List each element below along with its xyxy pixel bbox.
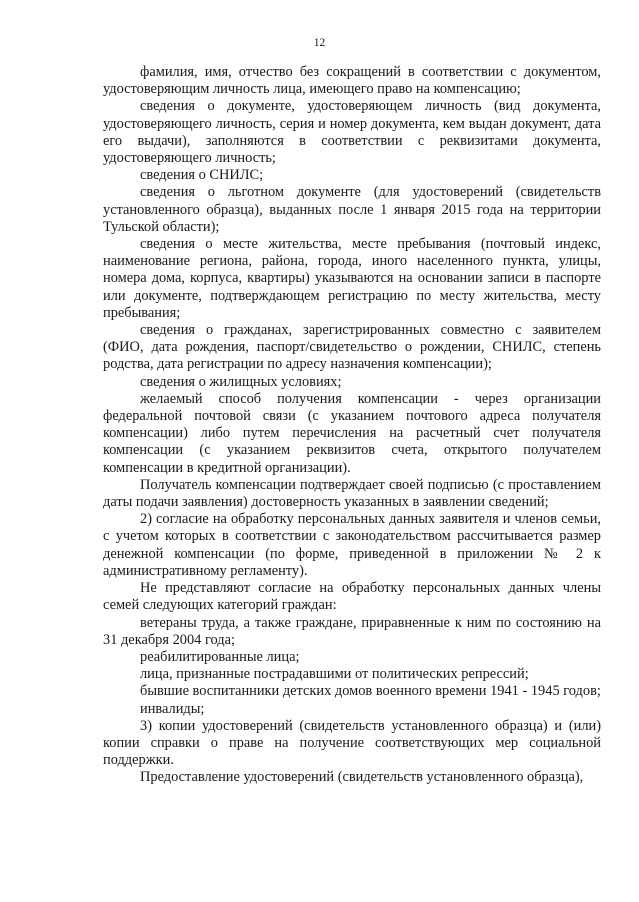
paragraph-exempt-categories: Не представляют согласие на обработку персональных данных члены семей следующих категорий граждан: [103, 580, 601, 614]
paragraph-registered-citizens: сведения о гражданах, зарегистрированных совместно с заявителем (ФИО, дата рождения, паспорт/свидетельство о рождении, СНИЛС, степень родства, дата регистрации по адресу назначения компенсации); [103, 322, 601, 373]
paragraph-rehabilitated: реабилитированные лица; [140, 648, 300, 665]
paragraph-disabled: инвалиды; [140, 700, 205, 717]
paragraph-privilege-document: сведения о льготном документе (для удостоверений (свидетельств установленного образца), выданных после 1 января 2015 года на территории Тульской области); [103, 184, 601, 235]
paragraph-certificate-copies: 3) копии удостоверений (свидетельств установленного образца) и (или) копии справки о праве на получение соответствующих мер социальной поддержки. [103, 717, 601, 769]
document-body [103, 64, 601, 787]
paragraph-orphanage-pupils: бывшие воспитанники детских домов военного времени 1941 - 1945 годов; [140, 683, 601, 700]
paragraph-full-name: фамилия, имя, отчество без сокращений в соответствии с документом, удостоверяющим личность лица, имеющего право на компенсацию; [103, 64, 601, 98]
paragraph-housing-conditions: сведения о жилищных условиях; [140, 373, 342, 390]
paragraph-snils: сведения о СНИЛС; [140, 167, 264, 184]
page-number: 12 [313, 37, 326, 49]
paragraph-identity-document: сведения о документе, удостоверяющем личность (вид документа, удостоверяющего личность, серия и номер документа, кем выдан документ, дата его выдачи), заполняются в соответствии с реквизитами документа, удостоверяющего личность; [103, 98, 601, 167]
paragraph-certificate-provision: Предоставление удостоверений (свидетельств установленного образца), [140, 769, 584, 786]
paragraph-recipient-confirmation: Получатель компенсации подтверждает своей подписью (с проставлением даты подачи заявления) достоверность указанных в заявлении сведений; [103, 476, 601, 511]
paragraph-consent-processing: 2) согласие на обработку персональных данных заявителя и членов семьи, с учетом которых в соответствии с законодательством рассчитывается размер денежной компенсации (по форме, приведенной в приложении № 2 к административному регламенту). [103, 511, 601, 579]
paragraph-labor-veterans: ветераны труда, а также граждане, приравненные к ним по состоянию на 31 декабря 2004 года; [103, 614, 601, 648]
paragraph-repression-victims: лица, признанные пострадавшими от политических репрессий; [140, 666, 529, 683]
paragraph-payment-method: желаемый способ получения компенсации - через организации федеральной почтовой связи (с указанием почтового адреса получателя компенсации) либо путем перечисления на расчетный счет получателя компенсации (с указанием реквизитов счета, открытого получателем компенсации в кредитной организации). [103, 390, 601, 476]
paragraph-residence: сведения о месте жительства, месте пребывания (почтовый индекс, наименование региона, района, города, иного населенного пункта, улицы, номера дома, корпуса, квартиры) указываются на основании записи в паспорте или документе, подтверждающем регистрацию по месту жительства, месту пребывания; [103, 236, 601, 321]
